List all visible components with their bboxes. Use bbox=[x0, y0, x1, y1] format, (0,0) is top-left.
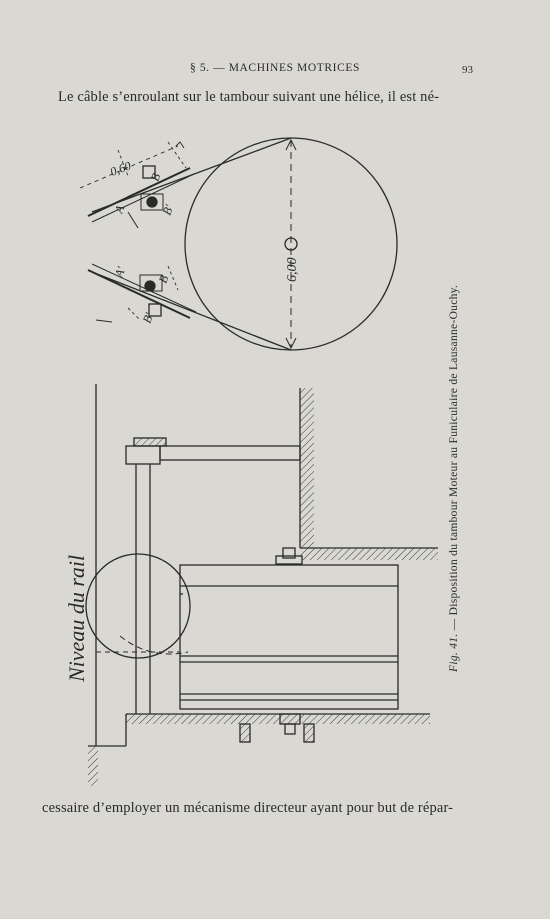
page-number: 93 bbox=[462, 64, 473, 76]
rail-pulley-outline bbox=[86, 554, 190, 658]
cable-lower bbox=[92, 272, 291, 350]
drum-section-view bbox=[86, 384, 438, 786]
body-text-top: Le câble s’enroulant sur le tambour suivant une hélice, il est né- bbox=[58, 89, 440, 105]
right-wall-hatch bbox=[300, 388, 314, 548]
caption-text: — Disposition du tambour Moteur au Funiculaire de Lausanne-Ouchy. bbox=[448, 284, 460, 631]
label-a-prime-lower: A' bbox=[111, 264, 129, 280]
label-b-prime-lower: B' bbox=[139, 310, 157, 326]
dimension-offset-label: 0,60 bbox=[108, 158, 133, 179]
dimension-drum-label: 6,00 bbox=[285, 257, 300, 282]
figure-caption bbox=[448, 285, 460, 672]
rail-level-label: Niveau du rail bbox=[64, 554, 89, 682]
section-title: § 5. — MACHINES MOTRICES bbox=[190, 62, 360, 74]
support-beam bbox=[160, 446, 300, 460]
body-text-bottom: cessaire d’employer un mécanisme directeur ayant pour but de répar- bbox=[42, 800, 454, 816]
label-a-upper: A bbox=[111, 203, 128, 216]
label-b-lower: B bbox=[155, 273, 172, 286]
label-b-prime-upper: B' bbox=[159, 202, 177, 218]
caption-figure-number: Fig. 41. bbox=[448, 633, 460, 672]
label-b-upper: B bbox=[147, 171, 164, 184]
